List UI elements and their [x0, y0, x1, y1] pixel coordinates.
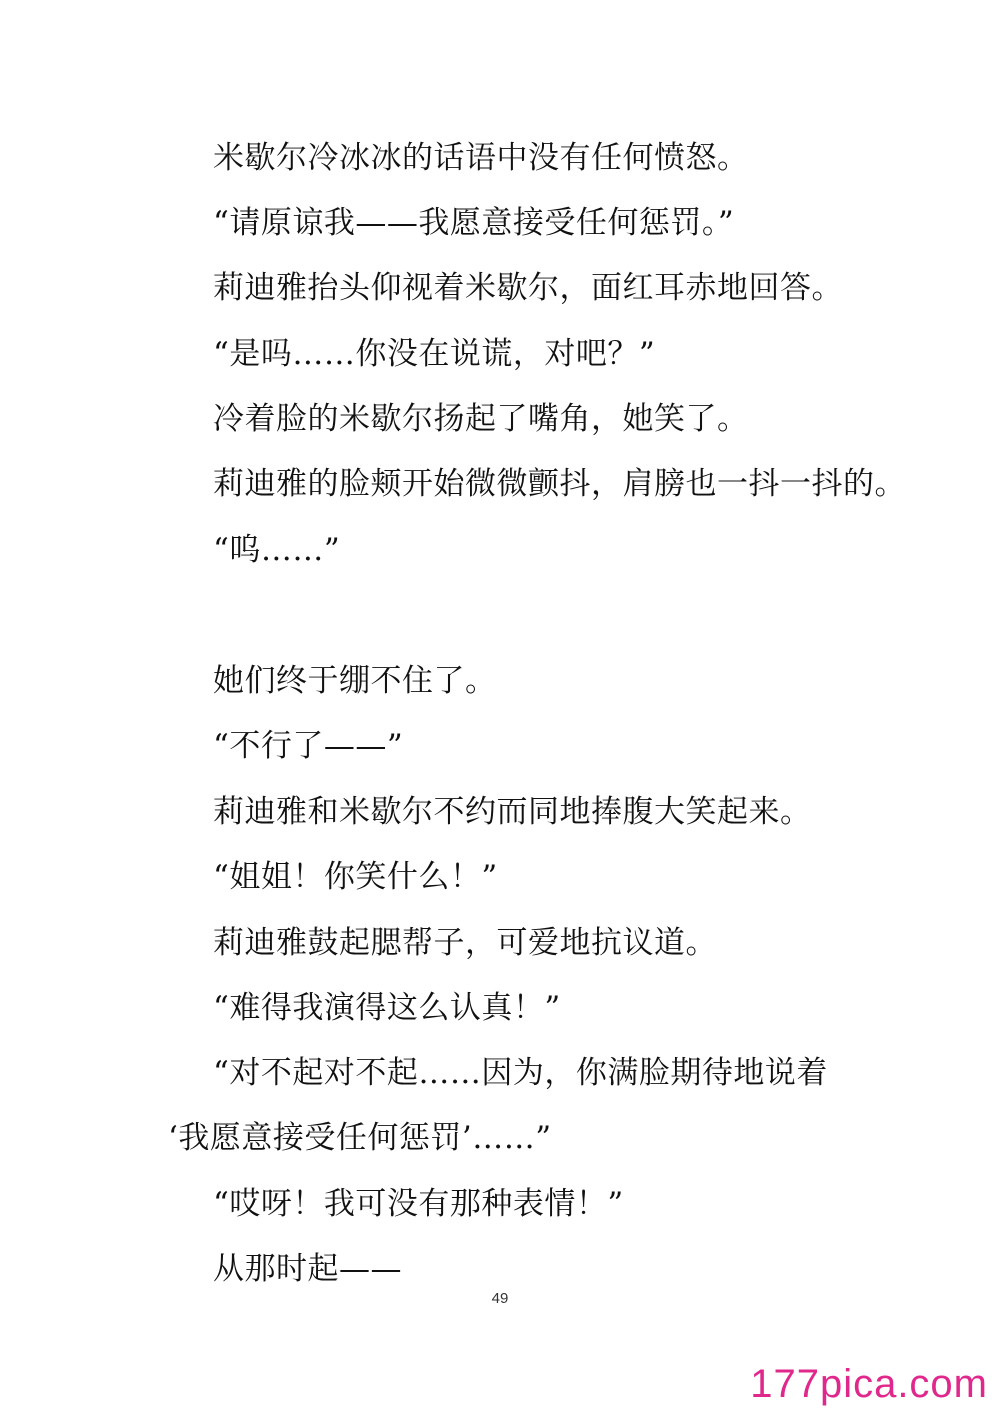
paragraph-12: 莉迪雅鼓起腮帮子，可爱地抗议道。	[213, 925, 717, 961]
paragraph-8: 她们终于绷不住了。	[213, 663, 497, 699]
paragraph-6: 莉迪雅的脸颊开始微微颤抖，肩膀也一抖一抖的。	[213, 466, 906, 502]
paragraph-14-continuation: ‘我愿意接受任何惩罚’……”	[168, 1120, 552, 1156]
paragraph-16: 从那时起——	[213, 1251, 402, 1287]
paragraph-9: “不行了——”	[213, 728, 404, 764]
paragraph-3: 莉迪雅抬头仰视着米歇尔，面红耳赤地回答。	[213, 270, 843, 306]
page-number: 49	[491, 1290, 509, 1307]
paragraph-14: “对不起对不起……因为，你满脸期待地说着	[213, 1055, 828, 1091]
paragraph-10: 莉迪雅和米歇尔不约而同地捧腹大笑起来。	[213, 794, 812, 830]
paragraph-7: “呜……”	[213, 532, 341, 568]
paragraph-5: 冷着脸的米歇尔扬起了嘴角，她笑了。	[213, 401, 749, 437]
paragraph-11: “姐姐！你笑什么！”	[213, 859, 498, 895]
paragraph-15: “哎呀！我可没有那种表情！”	[213, 1186, 624, 1222]
paragraph-13: “难得我演得这么认真！”	[213, 990, 561, 1026]
paragraph-4: “是吗……你没在说谎，对吧？”	[213, 336, 656, 372]
paragraph-1: 米歇尔冷冰冰的话语中没有任何愤怒。	[213, 140, 749, 176]
paragraph-2: “请原谅我——我愿意接受任何惩罚。”	[213, 205, 735, 241]
site-watermark: 177pica.com	[750, 1362, 988, 1406]
